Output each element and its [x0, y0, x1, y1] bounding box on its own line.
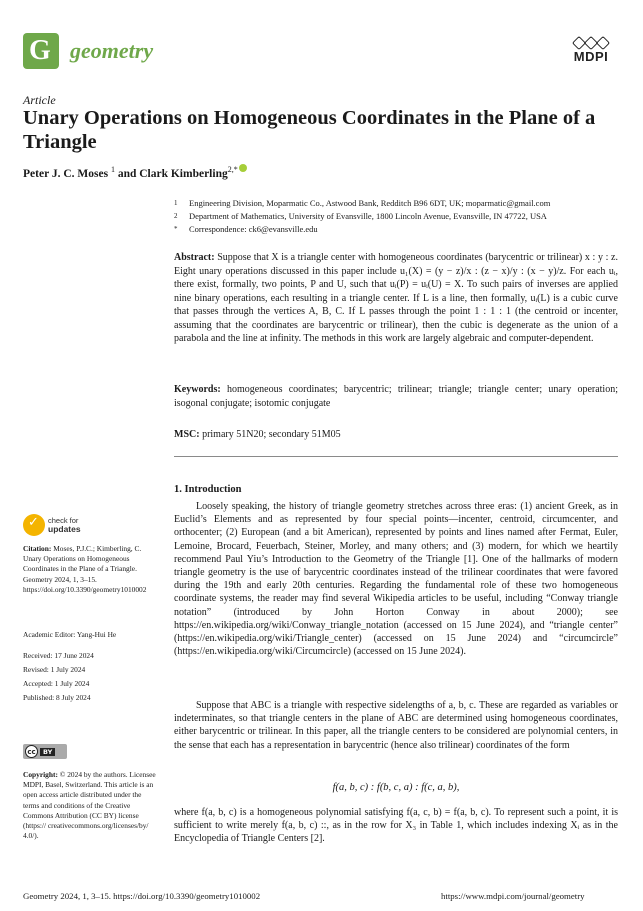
footer-journal-url[interactable]: https://www.mdpi.com/journal/geometry [441, 891, 585, 901]
msc [174, 428, 618, 442]
mdpi-logo[interactable] [567, 38, 615, 66]
cc-by-label: BY [40, 748, 55, 756]
article-type: Article [23, 93, 56, 107]
mdpi-hex-icon [567, 38, 615, 48]
msc-text: primary 51N20; secondary 51M05 [202, 429, 341, 440]
footer-citation[interactable]: Geometry 2024, 1, 3–15. https://doi.org/10.3390/geometry1010002 [23, 891, 261, 901]
orcid-icon[interactable] [239, 164, 247, 172]
academic-editor: Academic Editor: Yang-Hui He [23, 630, 117, 639]
journal-name[interactable]: geometry [70, 38, 154, 63]
intro-paragraph-3: where f(a, b, c) is a homogeneous polynomial satisfying f(a, c, b) = f(a, b, c). To represent such a point, it is sufficient to write merely f(a, b, c) ::, as in the row for X₃ in Table 1, which includes indexing Xᵢ as in the Encyclopedia of Triangle Centers [2]. [174, 807, 618, 845]
keywords [174, 383, 618, 410]
author-2: Clark Kimberling [139, 167, 228, 180]
citation-text: Moses, P.J.C.; Kimberling, C. Unary Operations on Homogeneous Coordinates in the Plane of a Triangle. Geometry 2024, 1, 3–15. https://doi.org/10.3390/geometry1010002 [23, 544, 147, 594]
abstract [174, 251, 618, 346]
received-date: Received: 17 June 2024 [23, 651, 94, 660]
intro-paragraph-1: Loosely speaking, the history of triangle geometry stretches across three eras: (1) ancient Greek, as in Euclid’s Elements and as represented by four special points—incenter, centroid, circumcenter, and orthocenter; (2) European (and a bit American), represented by points and lines named after Fermat, Euler, Lemoine, Brocard, Feuerbach, Steiner, Morley, and many others; and (3) modern, for which we heartily recommend Paul Yiu’s Introduction to the Geometry of the Triangle [1]. One of the hallmarks of modern triangle geometry is the use of barycentric coordinates instead of the trilinear coordinates that were favored during the 19th and early 20th centuries. Regarding the fundamental role of these two homogeneous coordinate systems, the reader may find several Wikipedia articles to be useful, including “Conway triangle notation” (introduced by John Horton Conway in about 2000); see https://en.wikipedia.org/wiki/Conway_triangle_notation (accessed on 15 June 2024), and “triangle center” (https://en.wikipedia.org/wiki/Triangle_center) (accessed on 15 June 2024) and “circumcircle” (https://en.wikipedia.org/wiki/Circumcircle) (accessed on 15 June 2024). [174, 501, 618, 658]
abstract-text: Suppose that X is a triangle center with homogeneous coordinates (barycentric or trilinear) x : y : z. Eight unary operations discussed in this paper include u₁(X) = (y − z)/x : (z − x)/y : (x − y)/z. For each uᵢ, there exist, formally, two points, P and U, such that uᵢ(P) = uᵢ(U) = X. To such pairs of inverses are applied nine binary operations, each resulting in a triangle center. If L is a line, then formally, uᵢ(L) is a cubic curve that passes through the vertices A, B, C. If L passes through the point 1 : 1 : 1 (the centroid or incenter, assuming that the coordinates are barycentric or trilinear), then the cubic is degenerate as the union of a parabola and the line at infinity. The methods in this work are largely algebraic and computer-dependent. [174, 252, 618, 344]
copyright-text: © 2024 by the authors. Licensee MDPI, Basel, Switzerland. This article is an open access article distributed under the terms and conditions of the Creative Commons Attribution (CC BY) license (https:// creativecommons.org/licenses/by/ 4.0/). [23, 770, 156, 841]
cc-by-license-icon[interactable] [23, 744, 67, 759]
check-for-updates[interactable] [23, 514, 88, 542]
cc-icon: cc [25, 745, 38, 758]
published-date: Published: 8 July 2024 [23, 693, 91, 702]
article-title: Unary Operations on Homogeneous Coordinates in the Plane of a Triangle [23, 107, 596, 153]
section-heading: 1. Introduction [174, 484, 242, 495]
logo-letter: G [29, 35, 51, 66]
check-updates-icon [23, 514, 45, 536]
divider [174, 456, 618, 457]
author-1-sup: 1 [110, 165, 115, 174]
author-2-sup: 2,* [227, 165, 238, 174]
msc-label: MSC: [174, 429, 200, 440]
intro-paragraph-2: Suppose that ABC is a triangle with respective sidelengths of a, b, c. These are regarded as variables or indeterminates, so that triangle centers in the plane of ABC are determined using homogeneous coordinates, either barycentric or trilinear. In this paper, all the triangle centers to be considered are polynomial centers, in the sense that each has a representation in barycentric (hence also trilinear) coordinates of the form [174, 700, 618, 751]
formula: f(a, b, c) : f(b, c, a) : f(c, a, b), [332, 782, 460, 793]
journal-logo [23, 33, 59, 69]
revised-date: Revised: 1 July 2024 [23, 665, 86, 674]
keywords-label: Keywords: [174, 384, 221, 395]
author-and: and [117, 167, 137, 180]
abstract-label: Abstract: [174, 252, 215, 263]
check-line-2: updates [48, 524, 81, 534]
citation-label: Citation: [23, 544, 52, 553]
copyright-label: Copyright: [23, 770, 58, 779]
check-line-1: check for [48, 516, 79, 525]
author-1: Peter J. C. Moses [23, 167, 109, 180]
accepted-date: Accepted: 1 July 2024 [23, 679, 90, 688]
citation [23, 544, 158, 595]
author-list [23, 164, 247, 180]
copyright [23, 770, 158, 841]
keywords-text: homogeneous coordinates; barycentric; trilinear; triangle; triangle center; unary operation; isogonal conjugate; isotomic conjugate [174, 384, 618, 409]
mdpi-logo-text: MDPI [573, 49, 609, 64]
